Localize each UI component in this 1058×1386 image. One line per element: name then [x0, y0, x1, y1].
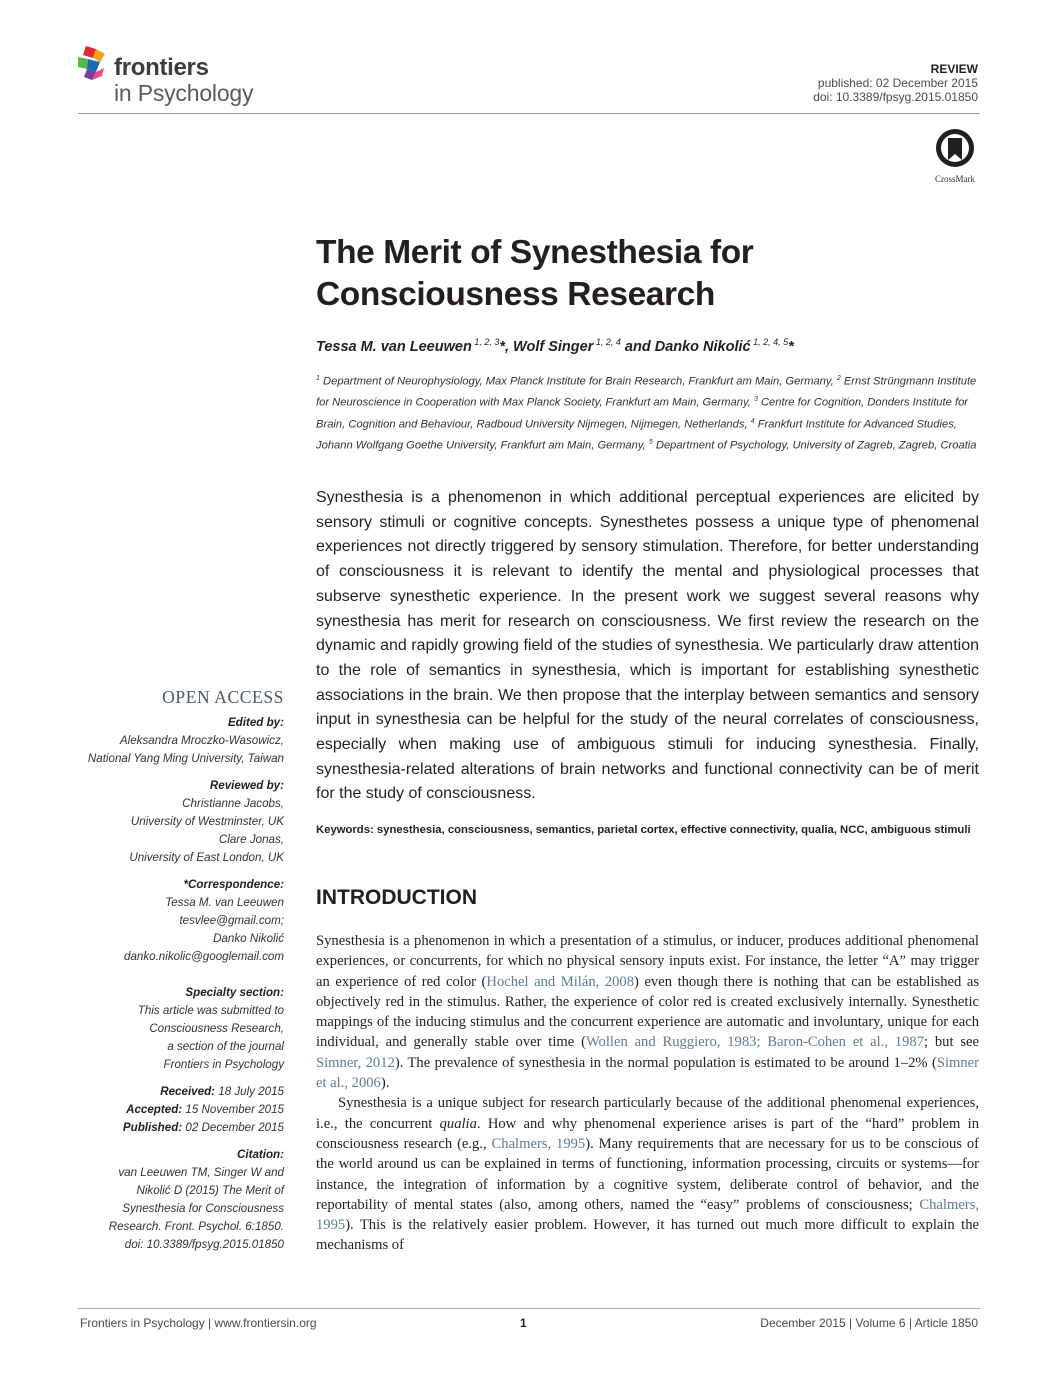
editor-line: National Yang Ming University, Taiwan: [87, 752, 284, 765]
author-affiliation-ref: 1, 2, 4: [593, 337, 621, 347]
reviewer-line: University of East London, UK: [129, 851, 284, 864]
text-run: . How and why phenomenal experience arises is part of the “hard” problem in consciousness research (e.g.,: [316, 1115, 979, 1152]
text-run: Synesthesia is a phenomenon in which a presentation of a stimulus, or inducer, produces additional phenomenal experiences, or concurrents, for which no physical sensory inputs exist. For instance, the letter “A” may trigger an experience of red color (: [316, 933, 979, 990]
emphasis-text: qualia: [439, 1115, 477, 1132]
citation-line: doi: 10.3389/fpsyg.2015.01850: [124, 1238, 284, 1251]
email-link[interactable]: tesvlee@gmail.com;: [179, 914, 284, 927]
title-line: The Merit of Synesthesia for: [316, 234, 754, 271]
open-access-label: OPEN ACCESS: [162, 687, 284, 707]
citation-link[interactable]: Wollen and Ruggiero, 1983; Baron-Cohen et al., 1987: [585, 1034, 924, 1051]
specialty-line: This article was submitted to: [137, 1004, 284, 1017]
journal-logo-name: in Psychology: [114, 80, 254, 106]
author-separator: *,: [499, 338, 514, 355]
citation-line: Research. Front. Psychol. 6:1850.: [108, 1220, 284, 1233]
received-date: Received: 18 July 2015: [160, 1085, 284, 1098]
author-list: [316, 337, 794, 355]
citation-link[interactable]: Simner, 2012: [316, 1054, 395, 1071]
specialty-line: Consciousness Research,: [149, 1022, 284, 1035]
paragraph: [316, 1093, 979, 1255]
frontiers-logo-icon: [78, 46, 108, 80]
title-line: Consciousness Research: [316, 276, 715, 313]
citation-link[interactable]: Chalmers, 1995: [491, 1135, 586, 1152]
crossmark-icon: [933, 128, 977, 168]
correspondence-heading: *Correspondence:: [183, 878, 284, 891]
published-date-sidebar: Published: 02 December 2015: [122, 1121, 284, 1134]
text-run: ).: [380, 1075, 390, 1092]
reviewed-by-heading: Reviewed by:: [209, 779, 284, 792]
abstract: Synesthesia is a phenomenon in which additional perceptual experiences are elicited by sensory stimuli or cognitive concepts. Synesthetes possess a unique type of phenomenal experiences not directly triggered by sensory stimulation. Therefore, for better understanding of consciousness it is relevant to identify the mental and physiological processes that subserve synesthetic experience. In the present work we suggest several reasons why synesthesia has merit for research on consciousness. We first review the research on the dynamic and rapidly growing field of the studies of synesthesia. We particularly draw attention to the role of semantics in synesthesia, which is important for establishing synesthetic associations in the brain. We then propose that the interplay between semantics and sensory input in synesthesia can be helpful for the study of the neural correlates of consciousness, especially when making use of ambiguous stimuli for inducing synesthesia. Finally, synesthesia-related alterations of brain networks and functional connectivity can be of merit for the study of consciousness.: [316, 489, 979, 803]
published-date: published: 02 December 2015: [817, 76, 978, 90]
citation-line: van Leeuwen TM, Singer W and: [118, 1166, 284, 1179]
email-link[interactable]: danko.nikolic@googlemail.com: [124, 950, 284, 963]
affiliation-text: Department of Psychology, University of Zagreb, Zagreb, Croatia: [652, 440, 977, 453]
citation-line: Synesthesia for Consciousness: [122, 1202, 284, 1215]
text-run: ; but see: [924, 1034, 979, 1051]
body-text: [316, 931, 979, 1256]
correspondence-line: Danko Nikolić: [213, 932, 284, 945]
keywords: Keywords: synesthesia, consciousness, semantics, parietal cortex, effective connectivity, qualia, NCC, ambiguous stimuli: [316, 824, 971, 836]
author-separator: and: [620, 338, 655, 355]
text-run: ). Many requirements that are necessary for us to be conscious of the world around us can be explained in terms of functioning, information processing, circuits or systems—for instance, the integration of information by a cognitive system, deliberate control of behavior, and the reportability of mental states (also, among others, named the “easy” problems of consciousness;: [316, 1135, 979, 1213]
specialty-line: Frontiers in Psychology: [163, 1058, 284, 1071]
header-divider: [78, 113, 980, 114]
journal-logo-brand: frontiers: [114, 54, 209, 81]
author-name[interactable]: Tessa M. van Leeuwen: [316, 338, 472, 355]
reviewer-line: Christianne Jacobs,: [182, 797, 284, 810]
author-separator: *: [788, 338, 794, 355]
specialty-line: a section of the journal: [167, 1040, 284, 1053]
section-heading: INTRODUCTION: [316, 886, 477, 909]
specialty-section-heading: Specialty section:: [185, 986, 284, 999]
affiliation-number: 4: [750, 417, 755, 425]
footer-issue: December 2015 | Volume 6 | Article 1850: [760, 1316, 978, 1330]
correspondence-line: Tessa M. van Leeuwen: [165, 896, 284, 909]
paragraph: [316, 931, 979, 1093]
citation-link[interactable]: Chalmers, 1995: [316, 1196, 979, 1234]
page-number: 1: [520, 1316, 527, 1330]
author-affiliation-ref: 1, 2, 3: [471, 337, 500, 347]
footer-journal: Frontiers in Psychology | www.frontiersin.org: [80, 1316, 317, 1330]
affiliation-text: Ernst Strüngmann Institute for Neuroscience in Cooperation with Max Planck Society, Frankfurt am Main, Germany,: [316, 375, 977, 410]
author-name[interactable]: Danko Nikolić: [654, 338, 751, 355]
citation-link[interactable]: Hochel and Milán, 2008: [486, 973, 635, 990]
author-name[interactable]: Wolf Singer: [513, 338, 594, 355]
citation-link[interactable]: Simner et al., 2006: [316, 1054, 980, 1092]
reviewer-line: University of Westminster, UK: [130, 815, 284, 828]
editor-line: Aleksandra Mroczko-Wasowicz,: [119, 734, 284, 747]
affiliation-text: Frankfurt Institute for Advanced Studies, Johann Wolfgang Goethe University, Frankfurt am Main, Germany,: [316, 418, 957, 453]
text-run: ). The prevalence of synesthesia in the normal population is estimated to be around 1–2% (: [394, 1054, 937, 1071]
author-affiliation-ref: 1, 2, 4, 5: [750, 337, 789, 347]
affiliation-text: Centre for Cognition, Donders Institute for Brain, Cognition and Behaviour, Radboud University Nijmegen, Nijmegen, Netherlands,: [316, 397, 969, 431]
affiliation-text: Department of Neurophysiology, Max Planck Institute for Brain Research, Frankfurt am Main, Germany,: [319, 375, 837, 388]
crossmark-badge[interactable]: [932, 128, 978, 182]
citation-heading: Citation:: [236, 1148, 284, 1161]
article-type: REVIEW: [930, 62, 978, 76]
article-meta: [813, 62, 978, 104]
article-info-sidebar: [60, 688, 284, 1254]
reviewer-line: Clare Jonas,: [218, 833, 284, 846]
citation-line: Nikolić D (2015) The Merit of: [136, 1184, 284, 1197]
affiliation-number: 2: [836, 375, 841, 382]
affiliations: [316, 370, 978, 456]
article-title: [316, 232, 956, 316]
affiliation-number: 5: [648, 439, 653, 447]
edited-by-heading: Edited by:: [227, 716, 284, 729]
text-run: ). This is the relatively easier problem. However, it has turned out much more difficult to explain the mechanisms of: [316, 1217, 979, 1254]
doi[interactable]: doi: 10.3389/fpsyg.2015.01850: [813, 90, 978, 104]
text-run: ) even though there is nothing that can be established as objectively red in the stimulus. Rather, the experience of color red is created exclusively internally. Synesthetic mappings of the inducing stimulus and the concurrent experience are automatic and involuntary, unique for each individual, and generally stable over time (: [316, 973, 980, 1051]
footer-divider: [78, 1308, 980, 1309]
accepted-date: Accepted: 15 November 2015: [126, 1103, 284, 1116]
affiliation-number: 1: [316, 375, 320, 382]
crossmark-label: CrossMark: [935, 174, 975, 184]
affiliation-number: 3: [753, 396, 758, 404]
text-run: Synesthesia is a unique subject for research particularly because of the additional phenomenal experiences, i.e., the concurrent: [316, 1095, 979, 1132]
